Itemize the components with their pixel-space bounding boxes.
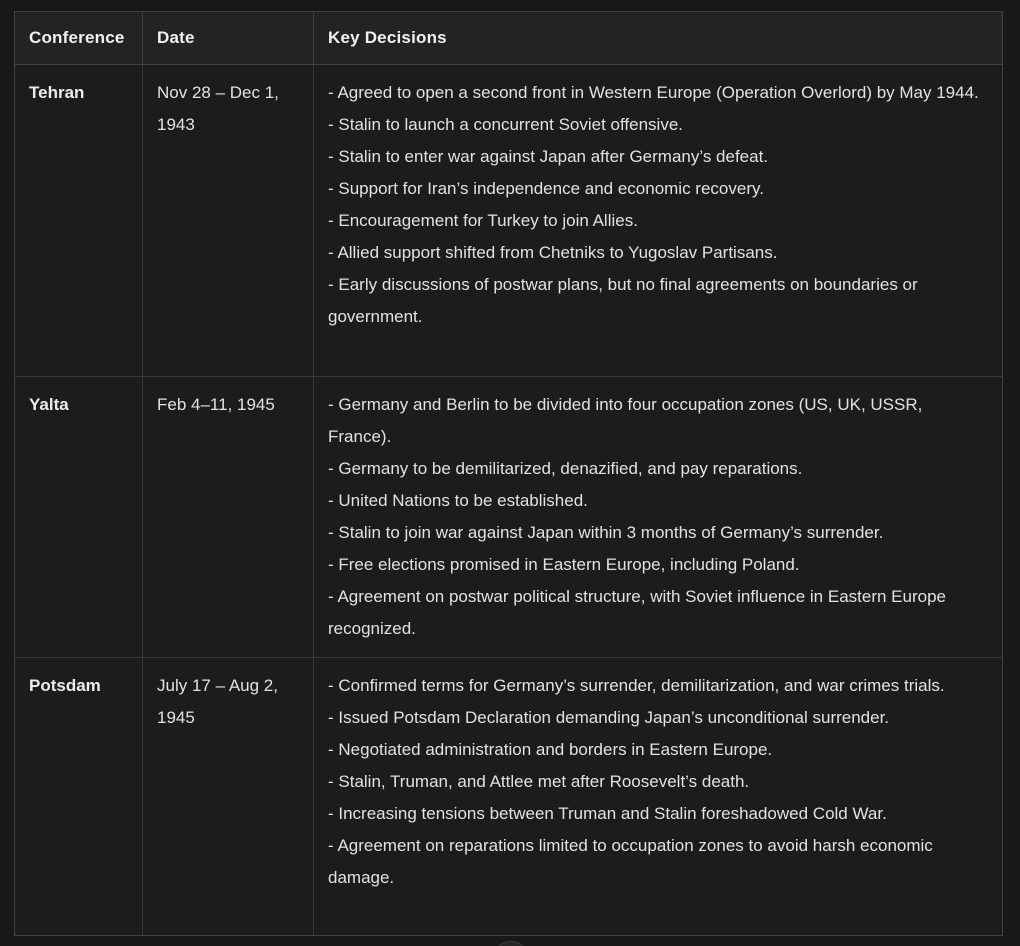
decision-item: - Agreement on reparations limited to occupation zones to avoid harsh economic damage.: [328, 836, 933, 887]
conference-date: Nov 28 – Dec 1, 1943: [143, 65, 314, 377]
conference-name: Yalta: [15, 377, 143, 658]
decision-item: - Agreement on postwar political structure, with Soviet influence in Eastern Europe recognized.: [328, 587, 946, 638]
column-header-date: Date: [143, 12, 314, 65]
column-header-conference: Conference: [15, 12, 143, 65]
decision-item: - Stalin to launch a concurrent Soviet offensive.: [328, 115, 683, 134]
conference-name: Potsdam: [15, 658, 143, 936]
decision-item: - Support for Iran’s independence and economic recovery.: [328, 179, 764, 198]
table-row-yalta: [15, 377, 1003, 658]
table-header-row: [15, 12, 1003, 65]
conference-date: July 17 – Aug 2, 1945: [143, 658, 314, 936]
table-row-potsdam: [15, 658, 1003, 936]
decision-item: - Allied support shifted from Chetniks to Yugoslav Partisans.: [328, 243, 778, 262]
decision-item: - Germany to be demilitarized, denazified, and pay reparations.: [328, 459, 803, 478]
conference-date: Feb 4–11, 1945: [143, 377, 314, 658]
scroll-down-button-partial[interactable]: [493, 941, 529, 946]
decision-item: - Encouragement for Turkey to join Allies.: [328, 211, 638, 230]
decision-item: - Increasing tensions between Truman and Stalin foreshadowed Cold War.: [328, 804, 887, 823]
conference-decisions: [314, 65, 1003, 377]
table-row-tehran: [15, 65, 1003, 377]
decision-item: - Free elections promised in Eastern Europe, including Poland.: [328, 555, 800, 574]
decision-item: - Early discussions of postwar plans, but no final agreements on boundaries or government.: [328, 275, 918, 326]
decision-item: - United Nations to be established.: [328, 491, 588, 510]
conference-decisions: [314, 658, 1003, 936]
decision-item: - Agreed to open a second front in Western Europe (Operation Overlord) by May 1944.: [328, 83, 979, 102]
conference-table: [14, 11, 1003, 936]
decision-item: - Stalin to enter war against Japan after Germany’s defeat.: [328, 147, 769, 166]
conference-name: Tehran: [15, 65, 143, 377]
decision-item: - Negotiated administration and borders in Eastern Europe.: [328, 740, 773, 759]
decision-item: - Confirmed terms for Germany’s surrender, demilitarization, and war crimes trials.: [328, 676, 945, 695]
decision-item: - Germany and Berlin to be divided into four occupation zones (US, UK, USSR, France).: [328, 395, 923, 446]
decision-item: - Stalin, Truman, and Attlee met after Roosevelt’s death.: [328, 772, 750, 791]
decision-item: - Stalin to join war against Japan within 3 months of Germany’s surrender.: [328, 523, 884, 542]
column-header-key-decisions: Key Decisions: [314, 12, 1003, 65]
conference-decisions: [314, 377, 1003, 658]
decision-item: - Issued Potsdam Declaration demanding Japan’s unconditional surrender.: [328, 708, 890, 727]
